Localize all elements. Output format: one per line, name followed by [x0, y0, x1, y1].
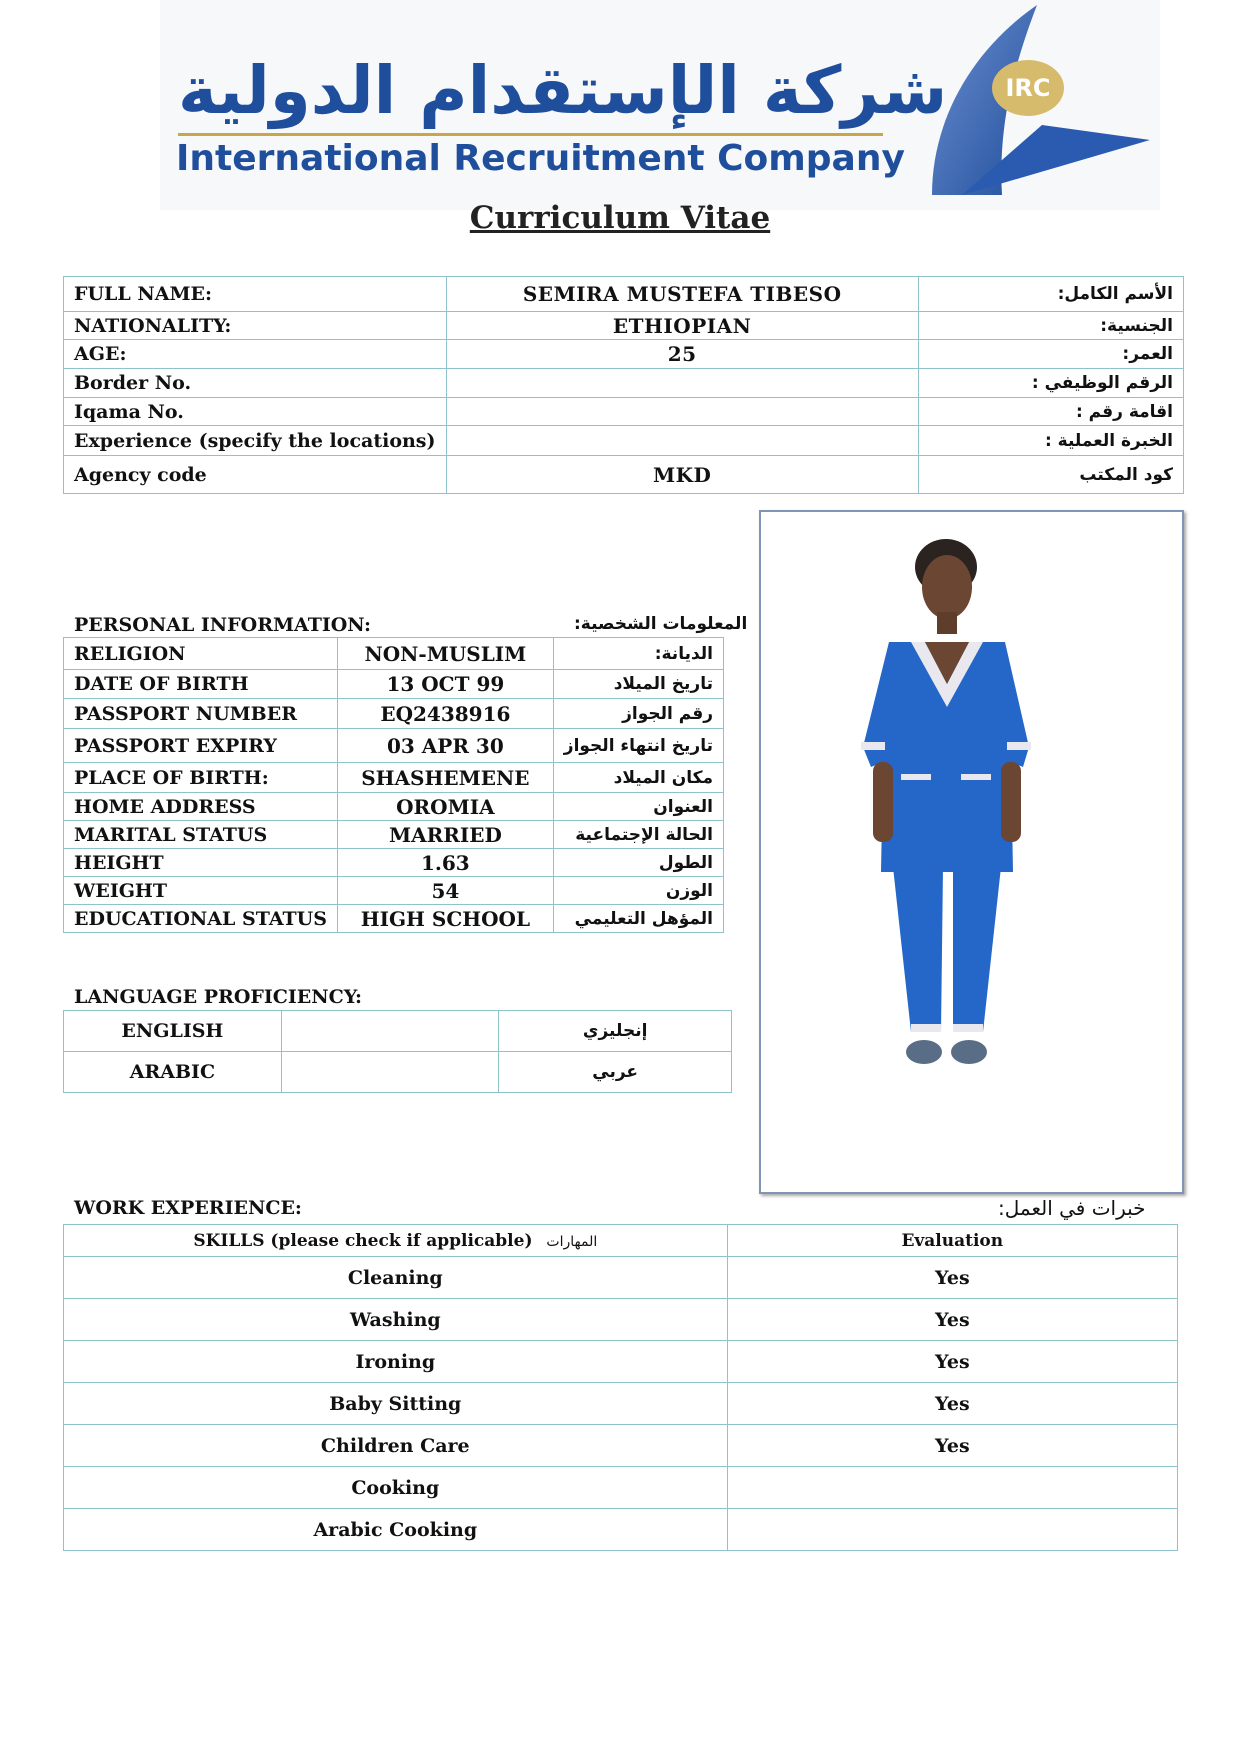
passport-expiry-label-ar: تاريخ انتهاء الجواز — [553, 729, 723, 763]
company-name-arabic: شركة الإستقدام الدولية — [178, 52, 948, 129]
agency-code-label-ar: كود المكتب — [918, 456, 1183, 494]
english-label-ar: إنجليزي — [499, 1011, 732, 1052]
religion-value: NON-MUSLIM — [337, 638, 553, 670]
company-name-english: International Recruitment Company — [176, 138, 905, 179]
language-table — [63, 1010, 732, 1093]
arabic-level — [281, 1052, 499, 1093]
age-label-ar: العمر: — [918, 340, 1183, 369]
irc-badge: IRC — [992, 60, 1064, 116]
age-value: 25 — [446, 340, 918, 369]
home-address-value: OROMIA — [337, 793, 553, 821]
full-name-label: FULL NAME: — [64, 277, 447, 312]
experience-label-ar: الخبرة العملية : — [918, 426, 1183, 456]
skill-cooking: Cooking — [64, 1467, 728, 1509]
eval-ironing: Yes — [727, 1341, 1177, 1383]
iqama-no-label-ar: اقامة رقم : — [918, 398, 1183, 426]
table-row — [64, 763, 724, 793]
work-experience-heading: WORK EXPERIENCE: — [74, 1197, 302, 1219]
nationality-label-ar: الجنسية: — [918, 312, 1183, 340]
place-of-birth-value: SHASHEMENE — [337, 763, 553, 793]
arabic-label-ar: عربي — [499, 1052, 732, 1093]
experience-label: Experience (specify the locations) — [64, 426, 447, 456]
table-row — [64, 1383, 1178, 1425]
agency-code-value: MKD — [446, 456, 918, 494]
passport-number-label-ar: رقم الجواز — [553, 699, 723, 729]
table-row — [64, 849, 724, 877]
table-row — [64, 456, 1184, 494]
table-row — [64, 1225, 1178, 1257]
passport-number-label: PASSPORT NUMBER — [64, 699, 338, 729]
passport-expiry-value: 03 APR 30 — [337, 729, 553, 763]
table-row — [64, 1052, 732, 1093]
religion-label: RELIGION — [64, 638, 338, 670]
personal-info-heading-ar: المعلومات الشخصية: — [574, 614, 748, 634]
iqama-no-label: Iqama No. — [64, 398, 447, 426]
border-no-label: Border No. — [64, 369, 447, 398]
eval-cooking — [727, 1467, 1177, 1509]
skill-baby-sitting: Baby Sitting — [64, 1383, 728, 1425]
date-of-birth-label: DATE OF BIRTH — [64, 670, 338, 699]
home-address-label: HOME ADDRESS — [64, 793, 338, 821]
full-name-label-ar: الأسم الكامل: — [918, 277, 1183, 312]
experience-value — [446, 426, 918, 456]
nationality-value: ETHIOPIAN — [446, 312, 918, 340]
height-label-ar: الطول — [553, 849, 723, 877]
table-row — [64, 1011, 732, 1052]
table-row — [64, 877, 724, 905]
document-title: Curriculum Vitae — [469, 200, 771, 236]
table-row — [64, 793, 724, 821]
table-row — [64, 670, 724, 699]
table-row — [64, 312, 1184, 340]
evaluation-column-header: Evaluation — [727, 1225, 1177, 1257]
logo-divider — [178, 133, 883, 136]
work-experience-heading-ar: خبرات في العمل: — [998, 1196, 1146, 1220]
table-row — [64, 1257, 1178, 1299]
table-row — [64, 398, 1184, 426]
skill-arabic-cooking: Arabic Cooking — [64, 1509, 728, 1551]
table-row — [64, 821, 724, 849]
eval-arabic-cooking — [727, 1509, 1177, 1551]
table-row — [64, 369, 1184, 398]
height-label: HEIGHT — [64, 849, 338, 877]
height-value: 1.63 — [337, 849, 553, 877]
table-row — [64, 905, 724, 933]
passport-expiry-label: PASSPORT EXPIRY — [64, 729, 338, 763]
educational-status-value: HIGH SCHOOL — [337, 905, 553, 933]
marital-status-label: MARITAL STATUS — [64, 821, 338, 849]
identity-table — [63, 276, 1184, 494]
table-row — [64, 1299, 1178, 1341]
eval-children-care: Yes — [727, 1425, 1177, 1467]
table-row — [64, 729, 724, 763]
place-of-birth-label: PLACE OF BIRTH: — [64, 763, 338, 793]
skill-ironing: Ironing — [64, 1341, 728, 1383]
date-of-birth-label-ar: تاريخ الميلاد — [553, 670, 723, 699]
marital-status-label-ar: الحالة الإجتماعية — [553, 821, 723, 849]
skill-washing: Washing — [64, 1299, 728, 1341]
table-row — [64, 426, 1184, 456]
religion-label-ar: الديانة: — [553, 638, 723, 670]
age-label: AGE: — [64, 340, 447, 369]
table-row — [64, 699, 724, 729]
language-heading: LANGUAGE PROFICIENCY: — [74, 986, 362, 1008]
eval-cleaning: Yes — [727, 1257, 1177, 1299]
eval-washing: Yes — [727, 1299, 1177, 1341]
date-of-birth-value: 13 OCT 99 — [337, 670, 553, 699]
skill-children-care: Children Care — [64, 1425, 728, 1467]
marital-status-value: MARRIED — [337, 821, 553, 849]
english-label: ENGLISH — [64, 1011, 282, 1052]
weight-label-ar: الوزن — [553, 877, 723, 905]
table-row — [64, 638, 724, 670]
nationality-label: NATIONALITY: — [64, 312, 447, 340]
home-address-label-ar: العنوان — [553, 793, 723, 821]
personal-info-heading: PERSONAL INFORMATION: — [74, 614, 372, 636]
weight-label: WEIGHT — [64, 877, 338, 905]
skills-header-ar: المهارات — [546, 1233, 598, 1250]
table-row — [64, 340, 1184, 369]
table-row — [64, 1467, 1178, 1509]
educational-status-label: EDUCATIONAL STATUS — [64, 905, 338, 933]
company-logo — [160, 0, 1160, 210]
table-row — [64, 1341, 1178, 1383]
table-row — [64, 1509, 1178, 1551]
english-level — [281, 1011, 499, 1052]
skills-header-en: SKILLS (please check if applicable) — [193, 1230, 533, 1251]
full-name-value: SEMIRA MUSTEFA TIBESO — [446, 277, 918, 312]
skill-cleaning: Cleaning — [64, 1257, 728, 1299]
educational-status-label-ar: المؤهل التعليمي — [553, 905, 723, 933]
place-of-birth-label-ar: مكان الميلاد — [553, 763, 723, 793]
passport-number-value: EQ2438916 — [337, 699, 553, 729]
border-no-label-ar: الرقم الوظيفي : — [918, 369, 1183, 398]
candidate-photo — [759, 510, 1184, 1194]
arabic-label: ARABIC — [64, 1052, 282, 1093]
border-no-value — [446, 369, 918, 398]
skills-table — [63, 1224, 1178, 1551]
table-row — [64, 277, 1184, 312]
agency-code-label: Agency code — [64, 456, 447, 494]
skills-column-header — [64, 1225, 728, 1257]
weight-value: 54 — [337, 877, 553, 905]
personal-info-table — [63, 637, 724, 933]
table-row — [64, 1425, 1178, 1467]
iqama-no-value — [446, 398, 918, 426]
person-photo-icon — [761, 512, 1182, 1192]
eval-baby-sitting: Yes — [727, 1383, 1177, 1425]
